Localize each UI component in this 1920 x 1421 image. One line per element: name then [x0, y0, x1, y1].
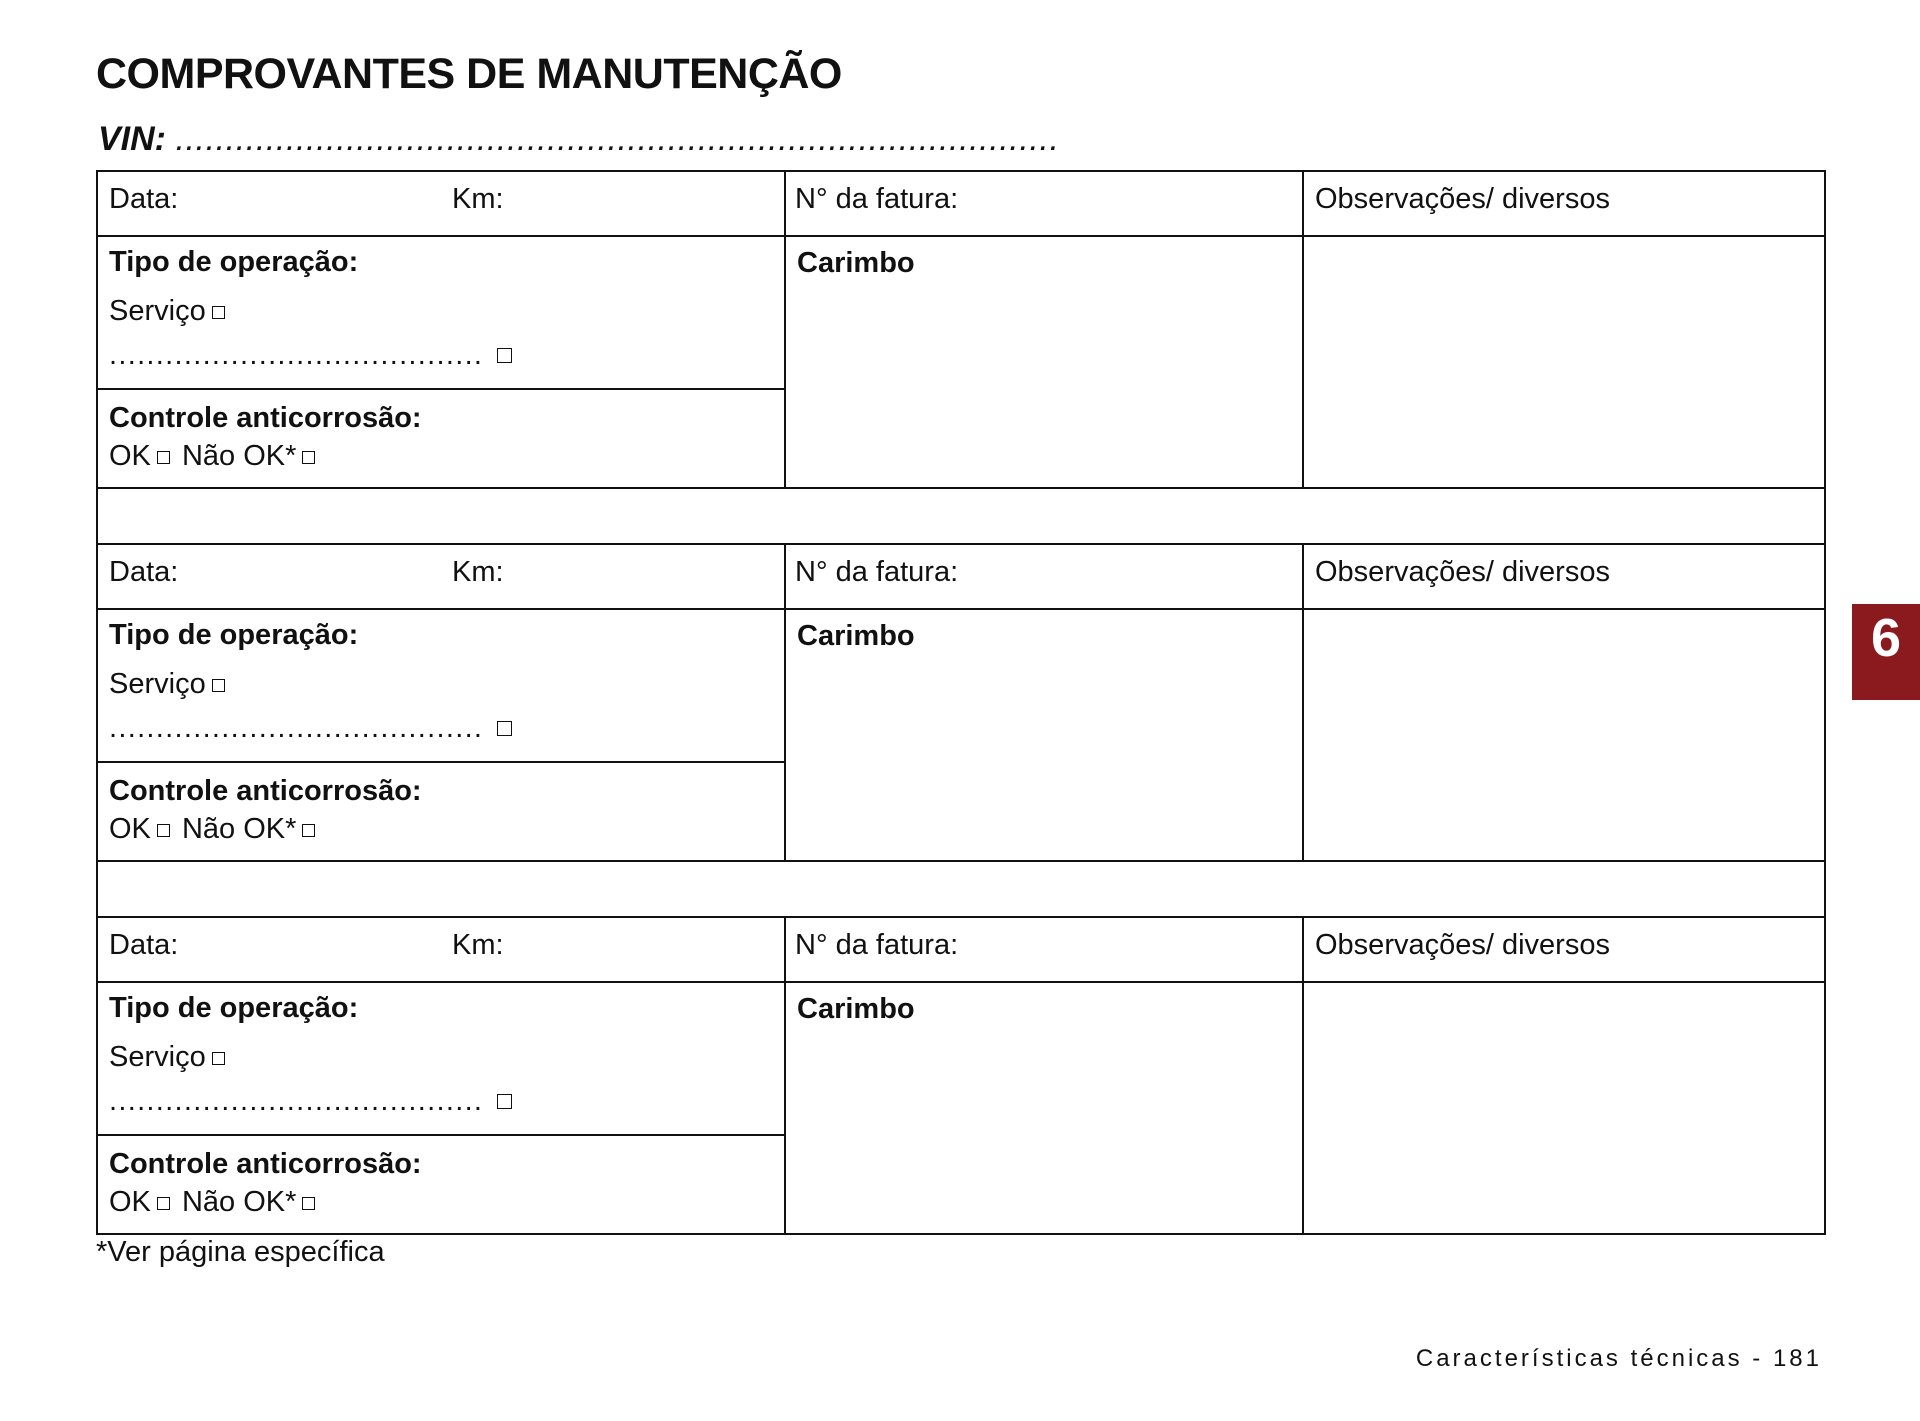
- km-label: Km:: [452, 183, 504, 215]
- not-ok-label: Não OK*: [181, 812, 297, 845]
- invoice-label: N° da fatura:: [795, 556, 959, 588]
- vin-field[interactable]: ........................................................................................: [175, 120, 1060, 158]
- invoice-cell[interactable]: [785, 917, 1303, 982]
- notes-label: Observações/ diversos: [1315, 556, 1610, 588]
- date-label: Data:: [109, 929, 179, 961]
- other-operation-field[interactable]: ........................................: [109, 711, 484, 744]
- page-title: COMPROVANTES DE MANUTENÇÃO: [96, 50, 842, 98]
- service-checkbox[interactable]: [212, 1052, 225, 1065]
- date-label: Data:: [109, 556, 179, 588]
- anticorrosion-label: Controle anticorrosão:: [109, 1148, 422, 1181]
- record-body-row: [97, 236, 1825, 389]
- not-ok-checkbox[interactable]: [302, 1197, 315, 1210]
- service-label: Serviço: [109, 1040, 206, 1073]
- ok-label: OK: [109, 812, 151, 845]
- operation-type-label: Tipo de operação:: [109, 246, 359, 278]
- km-label: Km:: [452, 556, 504, 588]
- anticorrosion-label: Controle anticorrosão:: [109, 775, 422, 808]
- operation-cell: [97, 982, 785, 1135]
- date-km-cell[interactable]: [97, 171, 785, 236]
- record-body-row: [97, 609, 1825, 762]
- ok-checkbox[interactable]: [157, 451, 170, 464]
- ok-checkbox[interactable]: [157, 824, 170, 837]
- stamp-label: Carimbo: [797, 620, 915, 652]
- anticorrosion-cell: [97, 1135, 785, 1234]
- ok-label: OK: [109, 1185, 151, 1218]
- operation-cell: [97, 236, 785, 389]
- notes-header-cell: [1303, 171, 1825, 236]
- service-checkbox[interactable]: [212, 306, 225, 319]
- ok-checkbox[interactable]: [157, 1197, 170, 1210]
- not-ok-checkbox[interactable]: [302, 451, 315, 464]
- anticorrosion-cell: [97, 762, 785, 861]
- stamp-cell[interactable]: [785, 236, 1303, 488]
- other-operation-field[interactable]: ........................................: [109, 1084, 484, 1117]
- chapter-number: 6: [1870, 608, 1902, 668]
- other-operation-checkbox[interactable]: [497, 721, 512, 736]
- date-label: Data:: [109, 183, 179, 215]
- record-header-row: [97, 917, 1825, 982]
- date-km-cell[interactable]: [97, 917, 785, 982]
- record-body-row: [97, 982, 1825, 1135]
- not-ok-label: Não OK*: [181, 1185, 297, 1218]
- page-footer: Características técnicas - 181: [1415, 1345, 1822, 1372]
- service-label: Serviço: [109, 667, 206, 700]
- operation-cell: [97, 609, 785, 762]
- stamp-cell[interactable]: [785, 609, 1303, 861]
- service-checkbox[interactable]: [212, 679, 225, 692]
- notes-header-cell: [1303, 917, 1825, 982]
- km-label: Km:: [452, 929, 504, 961]
- ok-label: OK: [109, 439, 151, 472]
- vin-line: [98, 120, 1060, 159]
- record-header-row: [97, 544, 1825, 609]
- stamp-cell[interactable]: [785, 982, 1303, 1234]
- not-ok-label: Não OK*: [181, 439, 297, 472]
- vin-label: VIN:: [98, 120, 166, 158]
- anticorrosion-label: Controle anticorrosão:: [109, 402, 422, 435]
- maintenance-records-table: [96, 170, 1826, 1235]
- record-separator-row: [97, 488, 1825, 544]
- operation-type-label: Tipo de operação:: [109, 992, 359, 1024]
- invoice-label: N° da fatura:: [795, 929, 959, 961]
- other-operation-checkbox[interactable]: [497, 348, 512, 363]
- not-ok-checkbox[interactable]: [302, 824, 315, 837]
- record-header-row: [97, 171, 1825, 236]
- invoice-label: N° da fatura:: [795, 183, 959, 215]
- notes-cell[interactable]: [1303, 609, 1825, 861]
- notes-header-cell: [1303, 544, 1825, 609]
- date-km-cell[interactable]: [97, 544, 785, 609]
- footnote: *Ver página específica: [96, 1236, 385, 1268]
- chapter-tab: [1852, 604, 1920, 700]
- notes-cell[interactable]: [1303, 236, 1825, 488]
- invoice-cell[interactable]: [785, 171, 1303, 236]
- notes-label: Observações/ diversos: [1315, 183, 1610, 215]
- record-separator-row: [97, 861, 1825, 917]
- invoice-cell[interactable]: [785, 544, 1303, 609]
- other-operation-checkbox[interactable]: [497, 1094, 512, 1109]
- stamp-label: Carimbo: [797, 993, 915, 1025]
- service-label: Serviço: [109, 294, 206, 327]
- anticorrosion-cell: [97, 389, 785, 488]
- stamp-label: Carimbo: [797, 247, 915, 279]
- operation-type-label: Tipo de operação:: [109, 619, 359, 651]
- other-operation-field[interactable]: ........................................: [109, 338, 484, 371]
- record-separator: [97, 488, 1825, 544]
- notes-cell[interactable]: [1303, 982, 1825, 1234]
- notes-label: Observações/ diversos: [1315, 929, 1610, 961]
- record-separator: [97, 861, 1825, 917]
